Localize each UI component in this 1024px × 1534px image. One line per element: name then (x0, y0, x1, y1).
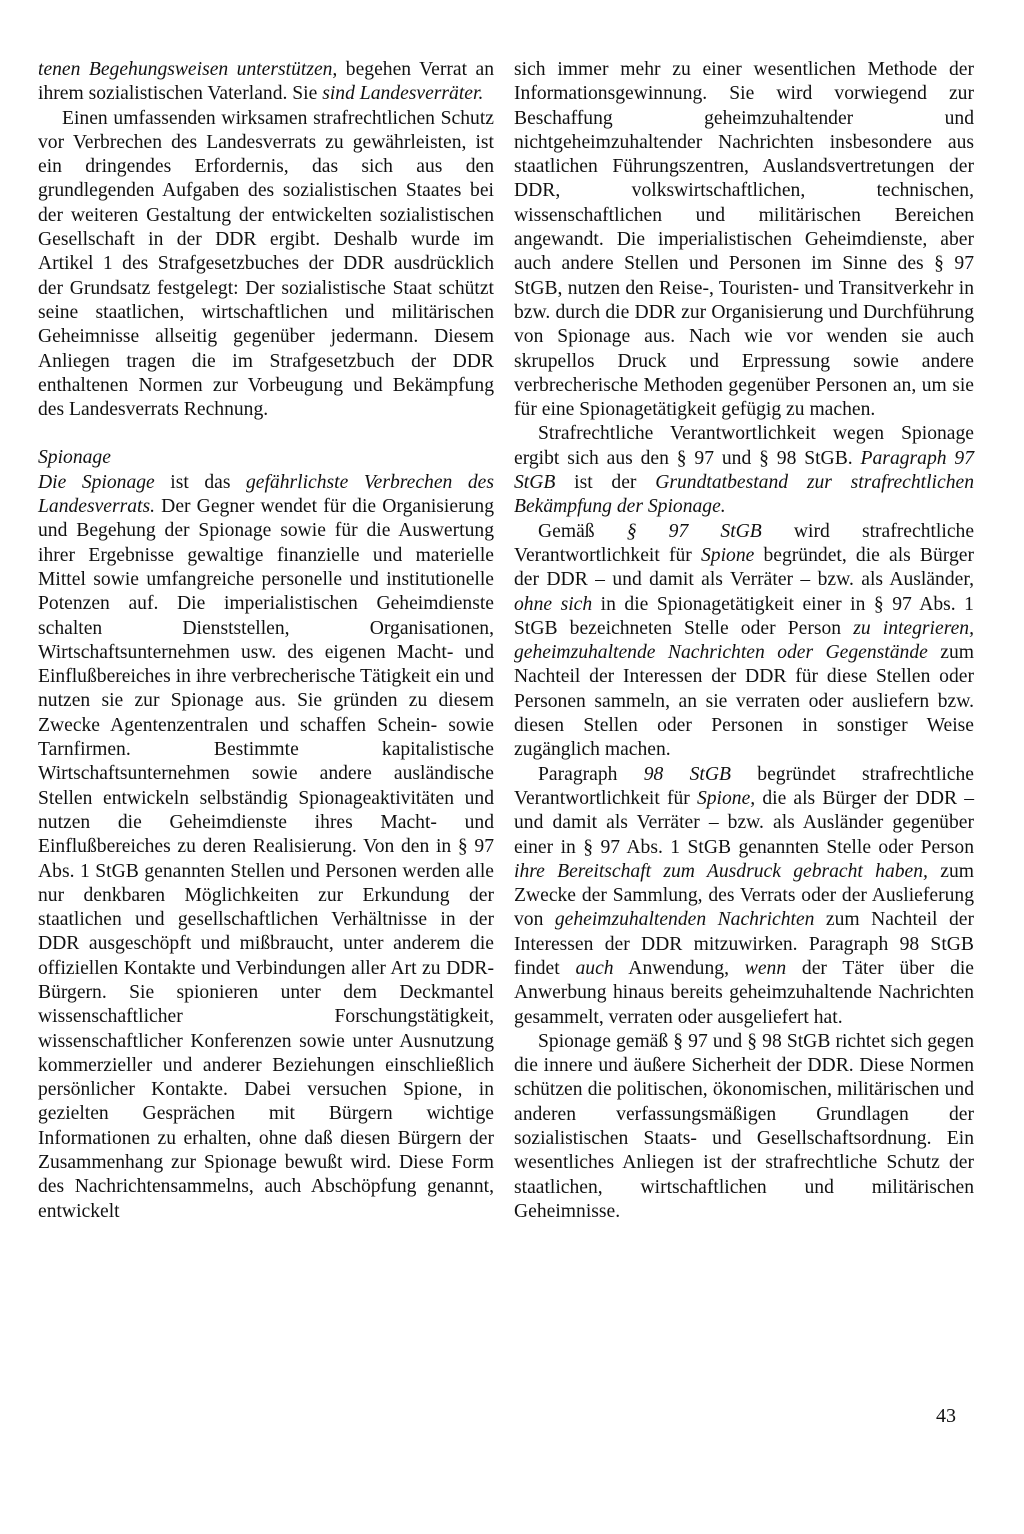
italic-text-run: Die Spionage (38, 471, 155, 493)
italic-text-run: Spione (701, 544, 755, 566)
text-run: wird strafrechtliche Verantwortlichkeit für (514, 520, 975, 566)
italic-text-run: sind Landesverräter. (322, 83, 484, 105)
italic-text-run: geheimzuhaltenden Nachrichten (554, 909, 815, 931)
text-run: begründet, die als Bürger der DDR – und damit als Verräter – bzw. als Ausländer, (514, 544, 974, 591)
text-run: ist das (154, 471, 246, 493)
italic-text-run: 98 StGB (643, 763, 731, 785)
text-run: sich immer mehr zu einer wesentlichen Methode der Informationsgewinnung. Sie wird vorwiegend zur Beschaffung geheimzuhaltender und nichtgeheimzuhaltender Nachrichten insbesondere aus staatlichen Führungszentren, Auslandsvertretungen der DDR, volkswirtschaftlichen, technischen, wissenschaftlichen und militärischen Bereichen angewandt. Die imperialistischen Geheimdienste, aber auch andere Stellen und Personen im Sinne des § 97 StGB, nutzen den Reise-, Touristen- und Transitverkehr in bzw. durch die DDR zur Organisierung und Durchführung von Spionage aus. Nach wie vor wenden sie auch skrupellos Druck und Erpressung sowie andere verbrecherische Methoden gegenüber Personen an, um sie für eine Spionagetätigkeit gefügig zu machen. (514, 59, 974, 421)
right-text-column (514, 58, 974, 1224)
italic-text-run: gefährlichste Verbrechen des Landesverrats. (38, 471, 494, 518)
italic-text-run: Spionage (38, 447, 111, 469)
text-run: in die Spionagetätigkeit einer in § 97 Abs. 1 StGB bezeichneten Stelle oder Person (514, 593, 974, 639)
text-run: zum Zwecke der Sammlung, des Verrats oder der Auslieferung von (514, 860, 974, 931)
italic-text-run: auch (575, 957, 614, 979)
text-run: begehen Verrat an ihrem sozialistischen Vaterland. Sie (38, 59, 494, 105)
paragraph (38, 471, 494, 1224)
text-run: zum Nachteil der Interessen der DDR für diese Stellen oder Personen sammeln, an sie verraten oder ausliefern bzw. diesen Stellen oder Personen in sonstiger Weise zugänglich machen. (514, 642, 974, 761)
text-run: die als Bürger der DDR – und damit als Verräter – bzw. als Ausländer gegenüber einer in § 97 Abs. 1 StGB genannten Stelle oder Person (514, 787, 974, 858)
italic-text-run: tenen Begehungsweisen unterstützen, (38, 59, 338, 80)
text-run: Der Gegner wendet für die Organisierung und Begehung der Spionage sowie für die Auswertung ihrer Ergebnisse gewaltige finanzielle und materielle Mittel sowie umfangreiche personelle und institutionelle Potenzen auf. Die imperialistischen Geheimdienste schalten Dienststellen, Organisationen, Wirtschaftsunternehmen usw. des eigenen Macht- und Einflußbereiches in ihre verbrecherische Tätigkeit ein und nutzen sie zur Spionage aus. Sie gründen zu diesem Zwecke Agentenzentralen und schaffen Schein- sowie Tarnfirmen. Bestimmte kapitalistische Wirtschaftsunternehmen sowie andere ausländische Stellen entwickeln selbständig Spionageaktivitäten und nutzen die Geheimdienste ihres Macht- und Einflußbereiches zu deren Realisierung. Von den in § 97 Abs. 1 StGB genannten Stellen und Personen werden alle nur denkbaren Möglichkeiten zur Erkundung der staatlichen und gesellschaftlichen Verhältnisse in der DDR ausgeschöpft und mißbraucht, unter anderem die offiziellen Kontakte und Verbindungen aller Art zu DDR-Bürgern. Sie spionieren unter dem Deckmantel wissenschaftlicher Forschungstätigkeit, wissenschaftlicher Konferenzen sowie unter Ausnutzung kommerzieller und anderer Beziehungen einschließlich persönlicher Kontakte. Dabei versuchen Spione, in gezielten Gesprächen mit Bürgern wichtige Informationen zu erhalten, ohne daß diesen Bürgern der Zusammenhang zur Spionage bewußt wird. Diese Form des Nachrichtensammelns, auch Abschöpfung genannt, entwickelt (38, 496, 494, 1222)
paragraph (514, 58, 974, 422)
text-run: Anwendung, (613, 957, 745, 979)
text-run: ist der (555, 472, 656, 494)
italic-text-run: Grundtatbestand zur strafrechtlichen Bekämpfung der Spionage. (514, 472, 974, 518)
paragraph (514, 763, 974, 1030)
italic-text-run: § 97 StGB (626, 520, 762, 542)
text-run: Paragraph (538, 763, 644, 785)
text-run: begründet strafrechtliche Verantwortlichkeit für (514, 763, 974, 809)
paragraph (514, 1030, 974, 1224)
italic-text-run: ihre Bereitschaft zum Ausdruck gebracht haben, (514, 860, 928, 882)
paragraph (38, 58, 494, 107)
italic-text-run: ohne sich (514, 593, 593, 615)
paragraph (514, 422, 974, 519)
italic-text-run: Paragraph 97 StGB (514, 447, 974, 494)
italic-text-run: wenn (744, 957, 787, 979)
text-run: der Täter über die Anwerbung hinaus bereits geheimzuhaltende Nachrichten gesammelt, verraten oder ausgeliefert hat. (514, 957, 975, 1028)
italic-text-run: zu integrieren, geheimzuhaltende Nachrichten oder Gegenstände (514, 617, 974, 664)
paragraph (514, 520, 974, 763)
text-run: zum Nachteil der Interessen der DDR mitzuwirken. Paragraph 98 StGB findet (514, 909, 974, 979)
text-run: Gemäß (538, 520, 627, 542)
left-text-column (38, 58, 494, 1224)
italic-text-run: Spione, (696, 787, 756, 809)
text-run: Strafrechtliche Verantwortlichkeit wegen Spionage ergibt sich aus den § 97 und § 98 StGB. (514, 423, 974, 469)
paragraph (38, 446, 494, 470)
paragraph (38, 107, 494, 423)
text-run: Spionage gemäß § 97 und § 98 StGB richtet sich gegen die innere und äußere Sicherheit der DDR. Diese Normen schützen die politischen, ökonomischen, militärischen und anderen verfassungsmäßigen Grundlagen der sozialistischen Staats- und Gesellschaftsordnung. Ein wesentliches Anliegen ist der strafrechtliche Schutz der staatlichen, wirtschaftlichen und militärischen Geheimnisse. (514, 1030, 974, 1222)
text-run: Einen umfassenden wirksamen strafrechtlichen Schutz vor Verbrechen des Landesverrats zu gewährleisten, ist ein dringendes Erfordernis, das sich aus den grundlegenden Aufgaben des sozialistischen Staates bei der weiteren Gestaltung der entwickelten sozialistischen Gesellschaft in der DDR ergibt. Deshalb wurde im Artikel 1 des Strafgesetzbuches der DDR ausdrücklich der Grundsatz festgelegt: Der sozialistische Staat schützt seine staatlichen, wirtschaftlichen und militärischen Geheimnisse allseitig gegenüber jedermann. Diesem Anliegen tragen die im Strafgesetzbuch der DDR enthaltenen Normen zur Vorbeugung und Bekämpfung des Landesverrats Rechnung. (38, 107, 494, 421)
page-number: 43 (936, 1405, 956, 1427)
